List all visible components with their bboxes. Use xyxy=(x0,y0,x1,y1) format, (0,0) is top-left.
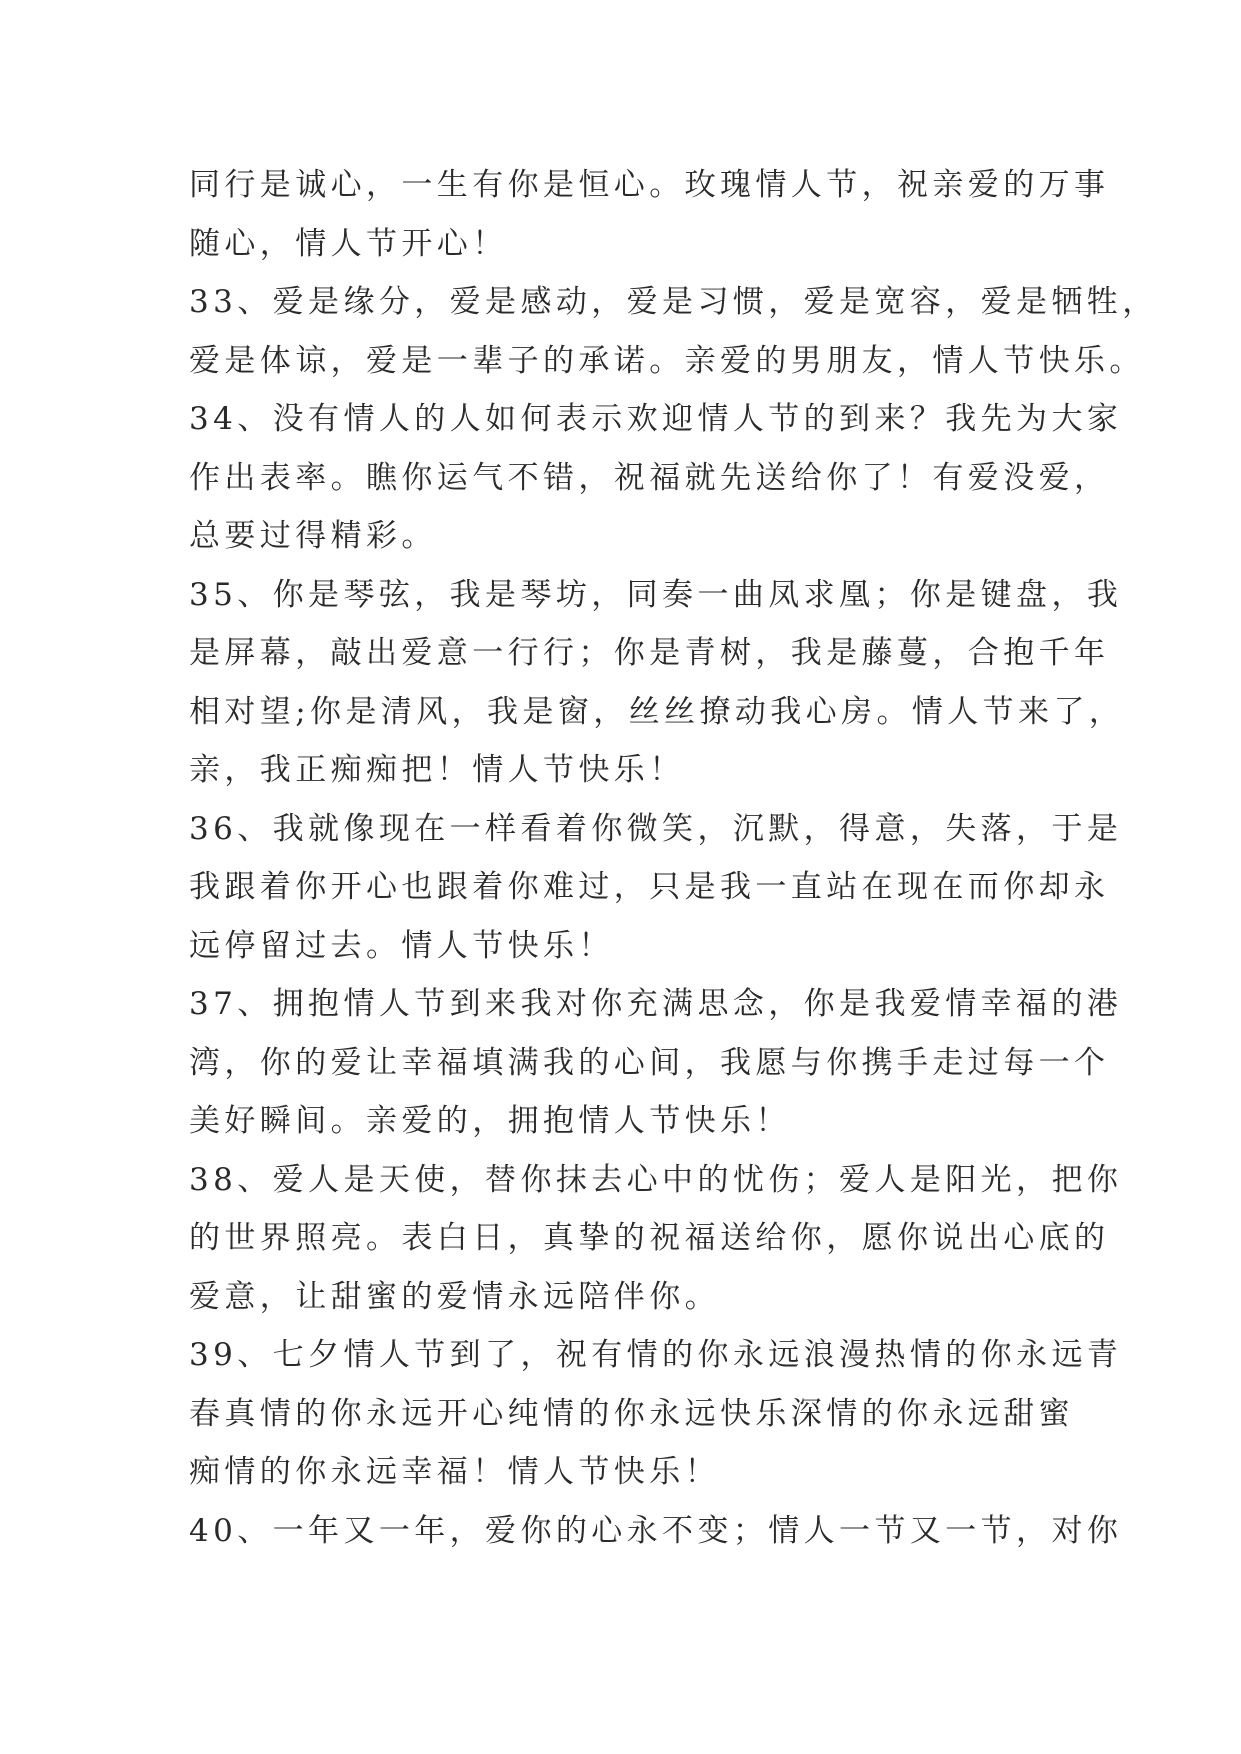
text-line: 爱意，让甜蜜的爱情永远陪伴你。 xyxy=(189,1278,720,1315)
text-line: 37、拥抱情人节到来我对你充满思念，你是我爱情幸福的港 xyxy=(189,986,1123,1022)
text-line: 总要过得精彩。 xyxy=(189,518,437,554)
text-line: 40、一年又一年，爱你的心永不变；情人一节又一节，对你 xyxy=(189,1512,1123,1549)
text-line: 亲，我正痴痴把！情人节快乐！ xyxy=(189,752,685,788)
text-line: 远停留过去。情人节快乐！ xyxy=(189,927,614,964)
text-line: 33、爱是缘分，爱是感动，爱是习惯，爱是宽容，爱是牺牲， xyxy=(189,284,1158,320)
text-line: 我跟着你开心也跟着你难过，只是我一直站在现在而你却永 xyxy=(189,869,1110,905)
text-line: 美好瞬间。亲爱的，拥抱情人节快乐！ xyxy=(189,1103,791,1139)
text-line: 随心，情人节开心！ xyxy=(189,225,508,262)
body-text xyxy=(189,156,1158,1560)
text-line: 34、没有情人的人如何表示欢迎情人节的到来？我先为大家 xyxy=(189,401,1123,437)
text-line: 春真情的你永远开心纯情的你永远快乐深情的你永远甜蜜 xyxy=(189,1395,1074,1432)
text-line: 同行是诚心，一生有你是恒心。玫瑰情人节，祝亲爱的万事 xyxy=(189,167,1110,203)
text-line: 39、七夕情人节到了，祝有情的你永远浪漫热情的你永远青 xyxy=(189,1337,1123,1373)
text-line: 是屏幕，敲出爱意一行行；你是青树，我是藤蔓，合抱千年 xyxy=(189,635,1110,671)
text-line: 38、爱人是天使，替你抹去心中的忧伤；爱人是阳光，把你 xyxy=(189,1161,1123,1198)
text-line: 作出表率。瞧你运气不错，祝福就先送给你了！有爱没爱， xyxy=(189,459,1110,496)
text-line: 35、你是琴弦，我是琴坊，同奏一曲凤求凰；你是键盘，我 xyxy=(189,576,1123,613)
text-line: 36、我就像现在一样看着你微笑，沉默，得意，失落，于是 xyxy=(189,810,1123,847)
text-line: 爱是体谅，爱是一辈子的承诺。亲爱的男朋友，情人节快乐。 xyxy=(189,342,1145,379)
text-line: 痴情的你永远幸福！情人节快乐！ xyxy=(189,1454,720,1490)
text-line: 的世界照亮。表白日，真挚的祝福送给你，愿你说出心底的 xyxy=(189,1220,1110,1256)
text-line: 湾，你的爱让幸福填满我的心间，我愿与你携手走过每一个 xyxy=(189,1044,1110,1081)
text-line: 相对望;你是清风，我是窗，丝丝撩动我心房。情人节来了， xyxy=(189,693,1125,730)
